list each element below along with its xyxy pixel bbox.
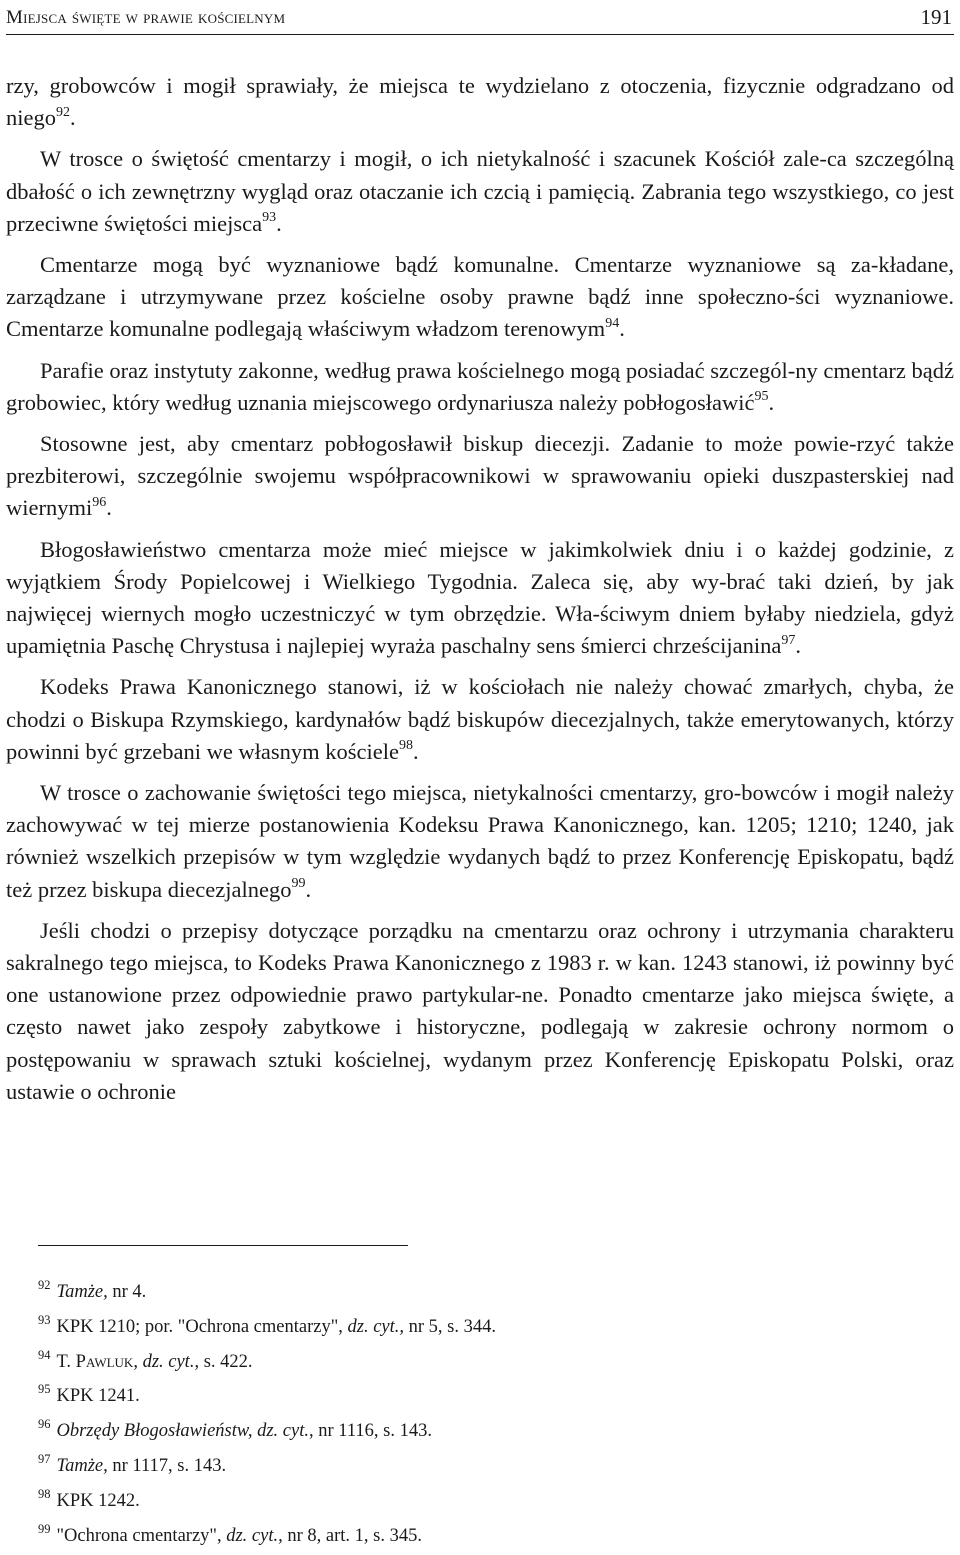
body-text	[6, 70, 954, 1117]
footnote-number: 99	[38, 1521, 51, 1536]
footnote-text: nr 1117, s. 143.	[107, 1455, 227, 1476]
paragraph: W trosce o zachowanie świętości tego miejsca, nietykalności cmentarzy, gro-bowców i mogił należy zachowywać w tej mierze postanowienia Kodeksu Prawa Kanonicznego, kan. 1205; 1210; 1240, jak również wszelkich przepisów w tym względzie wydanych bądź to przez Konferencję Episkopatu, bądź też przez biskupa diecezjalnego$^{99}$.	[6, 780, 954, 902]
footnote-number: 94	[38, 1347, 51, 1362]
footnote-text: Obrzędy Błogosławieństw, dz. cyt.	[56, 1421, 309, 1442]
footnote-number: 98	[38, 1486, 51, 1501]
footnote	[38, 1477, 938, 1512]
footnote-text: Tamże,	[56, 1282, 108, 1302]
footnote	[38, 1512, 938, 1547]
footnote-ref[interactable]: 97	[781, 632, 796, 648]
paragraph: Błogosławieństwo cmentarza może mieć miejsce w jakimkolwiek dniu i o każdej godzinie, z wyjątkiem Środy Popielcowej i Wielkiego Tygodnia. Zaleca się, aby wy-brać taki dzień, by jak najwięcej wiernych mogło uczestniczyć w tym obrzędzie. Wła-ściwym dniem byłaby niedziela, gdyż upamiętnia Paschę Chrystusa i najlepiej wyraża paschalny sens śmierci chrześcijanina$^{97}$.	[6, 536, 954, 659]
paragraph: Cmentarze mogą być wyznaniowe bądź komunalne. Cmentarze wyznaniowe są za-kładane, zarządzane i utrzymywane przez kościelne osoby prawne bądź inne społeczno-ści wyznaniowe. Cmentarze komunalne podlegają właściwym władzom terenowym$^{94}$.	[6, 252, 954, 342]
footnote-text: dz. cyt.,	[347, 1316, 405, 1337]
footnote-text: nr 5, s. 344.	[404, 1316, 497, 1337]
paragraph: Jeśli chodzi o przepisy dotyczące porządku na cmentarzu oraz ochrony i utrzymania charakteru sakralnego tego miejsca, to Kodeks Prawa Kanonicznego z 1983 r. w kan. 1243 stanowi, iż powinny być one ustanowione przez odpowiednie prawo partykular-ne. Ponadto cmentarze jako miejsca święte, a często nawet jako zespoły zabytkowe i historyczne, podlegają w zakresie ochrony normom o postępowaniu w sprawach sztuki kościelnej, wydanym przez Konferencję Episkopatu Polski, oraz ustawie o ochronie	[6, 917, 954, 1104]
footnote-text: nr 4.	[107, 1282, 147, 1302]
footnote-ref[interactable]: 99	[291, 876, 306, 892]
footnote-number: 96	[38, 1417, 51, 1432]
footnote	[38, 1303, 938, 1338]
page-number: 191	[920, 5, 952, 29]
footnote-ref[interactable]: 94	[605, 315, 620, 331]
footnote-text: , nr 1116, s. 143.	[308, 1421, 432, 1442]
footnote-text: nr 8, art. 1, s. 345.	[282, 1525, 422, 1546]
footnote-ref[interactable]: 93	[262, 210, 277, 226]
footnote-number: 92	[38, 1278, 51, 1292]
footnote-text: Tamże,	[56, 1455, 108, 1476]
footnote	[38, 1442, 938, 1477]
footnote-text: dz. cyt.,	[226, 1525, 283, 1546]
footnote	[38, 1407, 938, 1442]
paragraph: Kodeks Prawa Kanonicznego stanowi, iż w kościołach nie należy chować zmarłych, chyba, że chodzi o Biskupa Rzymskiego, kardynałów bądź biskupów diecezjalnych, także emerytowanych, którzy powinni być grzebani we własnym kościele$^{98}$.	[6, 674, 954, 764]
footnote	[38, 1338, 938, 1373]
footnote-ref[interactable]: 96	[92, 494, 107, 510]
running-title: Miejsca święte w prawie kościelnym	[6, 7, 286, 28]
footnote-ref[interactable]: 92	[56, 104, 70, 120]
footnote-text: KPK 1241.	[56, 1386, 140, 1407]
footnote-separator	[38, 1245, 408, 1246]
footnote-ref[interactable]: 95	[754, 389, 769, 405]
paragraph: W trosce o świętość cmentarzy i mogił, o ich nietykalność i szacunek Kościół zale-ca szczególną dbałość o ich zewnętrzny wygląd oraz otaczanie ich czcią i pamięcią. Zabrania tego wszystkiego, co jest przeciwne świętości miejsca$^{93}$.	[6, 146, 954, 236]
footnote	[38, 1372, 938, 1407]
running-head	[6, 4, 954, 35]
footnote-number: 95	[38, 1382, 51, 1397]
footnote-text: ,	[133, 1351, 143, 1372]
paragraph: rzy, grobowców i mogił sprawiały, że miejsca te wydzielano z otoczenia, fizycznie odgradzano od niego$^{92}$.	[6, 73, 954, 131]
footnote	[38, 1268, 938, 1303]
footnote-text: dz. cyt.	[142, 1351, 195, 1372]
footnote-text: KPK 1210; por. "Ochrona cmentarzy",	[56, 1316, 348, 1337]
footnote-text: T. Pawluk	[56, 1351, 134, 1372]
footnote-number: 93	[38, 1312, 51, 1327]
paragraph: Parafie oraz instytuty zakonne, według prawa kościelnego mogą posiadać szczegól-ny cmentarz bądź grobowiec, który według uznania miejscowego ordynariusza należy pobłogosławić$^{95}$.	[6, 357, 954, 415]
footnote-ref[interactable]: 98	[399, 738, 414, 754]
paragraph: Stosowne jest, aby cmentarz pobłogosławił biskup diecezji. Zadanie to może powie-rzyć także prezbiterowi, szczególnie swojemu współpracownikowi w sprawowaniu opieki duszpasterskiej nad wiernymi$^{96}$.	[6, 431, 954, 521]
footnote-number: 97	[38, 1451, 51, 1466]
footnote-text: , s. 422.	[194, 1351, 253, 1372]
footnote-text: "Ochrona cmentarzy",	[56, 1525, 227, 1546]
footnote-text: KPK 1242.	[56, 1490, 140, 1511]
footnotes	[38, 1268, 938, 1546]
